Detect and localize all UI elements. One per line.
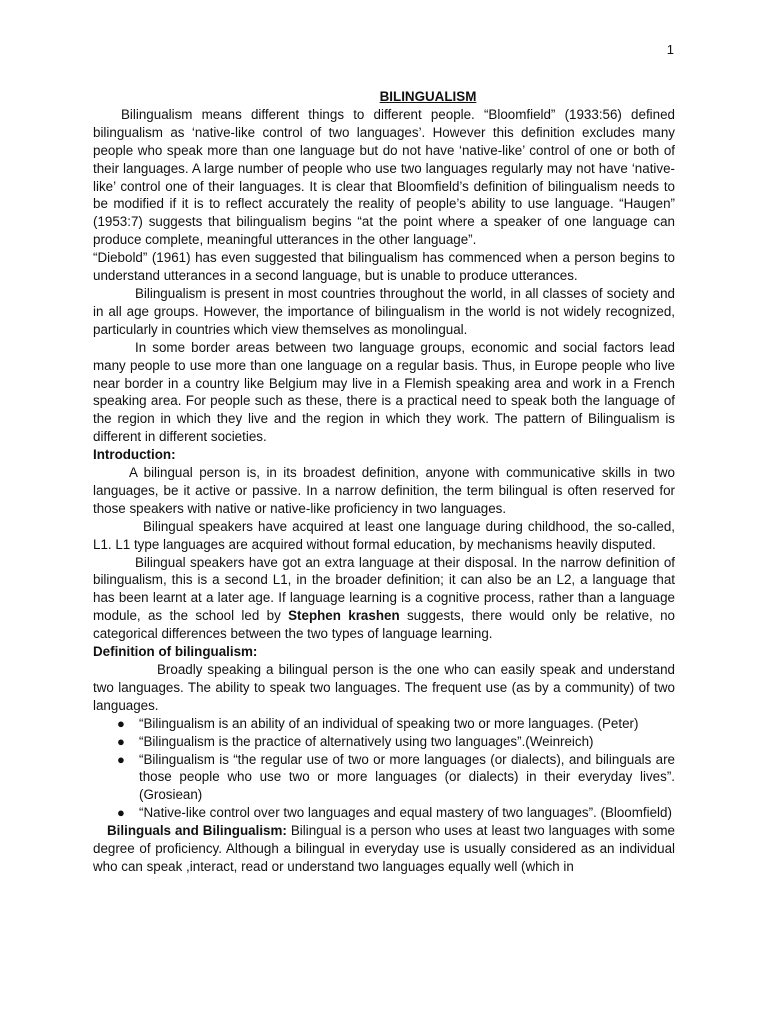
paragraph-bloomfield-haugen: Bilingualism means different things to different people. “Bloomfield” (1933:56) defined bilingualism as ‘native-like control of two languages’. However this definition excludes many people who speak more than one language but do not have ‘native-like’ control of one or both of their languages. A large number of people who use two languages regularly may not have ‘native-like’ control one of their languages. It is clear that Bloomfield’s definition of bilingualism needs to be modified if it is to reflect accurately the reality of people’s ability to use language. “Haugen” (1953:7) suggests that bilingualism begins “at the point where a speaker of one language can produce complete, meaningful utterances in the other language”. xyxy=(93,106,675,248)
page-number: 1 xyxy=(666,42,674,57)
document-body xyxy=(93,88,675,876)
paragraph-l1: Bilingual speakers have acquired at least one language during childhood, the so-called, L1. L1 type languages are acquired without formal education, by mechanisms heavily disputed. xyxy=(93,518,675,552)
list-item-text: “Bilingualism is “the regular use of two or more languages (or dialects), and bilinguals are those people who use two or more languages (or dialects) in their everyday lives”. (Grosiean) xyxy=(139,751,675,803)
section-heading-definition: Definition of bilingualism: xyxy=(93,644,258,660)
paragraph-extra-language xyxy=(93,554,675,644)
name-stephen-krashen: Stephen krashen xyxy=(288,608,400,624)
list-item xyxy=(117,733,675,751)
paragraph-broadly-speaking: Broadly speaking a bilingual person is the one who can easily speak and understand two languages. The ability to speak two languages. The frequent use (as by a community) of two languages. xyxy=(93,662,675,713)
bullet-icon: ● xyxy=(117,715,125,731)
paragraph-bilinguals-and-bilingualism xyxy=(93,822,675,876)
list-item-text: “Bilingualism is the practice of alternatively using two languages”.(Weinreich) xyxy=(139,733,594,749)
list-item xyxy=(117,804,675,822)
document-title: BILINGUALISM xyxy=(379,89,477,104)
paragraph-bilingual-person: A bilingual person is, in its broadest definition, anyone with communicative skills in two languages, be it active or passive. In a narrow definition, the term bilingual is often reserved for those speakers with native or native-like proficiency in two languages. xyxy=(93,465,675,516)
list-item xyxy=(117,715,675,733)
paragraph-text: suggests, there would only be relative, no categorical differences between the two types of language learning. xyxy=(93,608,675,642)
paragraph-presence: Bilingualism is present in most countries throughout the world, in all classes of society and in all age groups. However, the importance of bilingualism in the world is not widely recognized, particularly in countries which view themselves as monolingual. xyxy=(93,285,675,337)
paragraph-border-areas: In some border areas between two language groups, economic and social factors lead many people to use more than one language on a regular basis. Thus, in Europe people who live near border in a country like Belgium may live in a Flemish speaking area and work in a French speaking area. For people such as these, there is a practical need to speak both the language of the region in which they live and the region in which they work. The pattern of Bilingualism is different in different societies. xyxy=(93,339,675,445)
list-item xyxy=(117,751,675,805)
run-in-heading: Bilinguals and Bilingualism: xyxy=(107,823,287,839)
bullet-icon: ● xyxy=(117,751,125,767)
list-item-text: “Bilingualism is an ability of an individual of speaking two or more languages. (Peter) xyxy=(139,715,639,731)
definition-list xyxy=(93,715,675,822)
bullet-icon: ● xyxy=(117,733,125,749)
section-heading-introduction: Introduction: xyxy=(93,447,176,463)
paragraph-text: Bilingual is a person who uses at least two languages with some degree of proficiency. Although a bilingual in everyday use is usually considered as an individual who can speak ,interact, read or understand two languages equally well (which in xyxy=(93,823,675,874)
bullet-icon: ● xyxy=(117,805,125,821)
list-item-text: “Native-like control over two languages and equal mastery of two languages”. (Bloomfield) xyxy=(139,805,672,821)
paragraph-diebold: “Diebold” (1961) has even suggested that bilingualism has commenced when a person begins to understand utterances in a second language, but is unable to produce utterances. xyxy=(93,250,675,284)
paragraph-text: Bilingual speakers have got an extra language at their disposal. In the narrow definition of bilingualism, this is a second L1, in the broader definition; it can also be an L2, a language that has been learnt at a later age. If language learning is a cognitive process, rather than a language module, as the school led by xyxy=(93,554,675,624)
